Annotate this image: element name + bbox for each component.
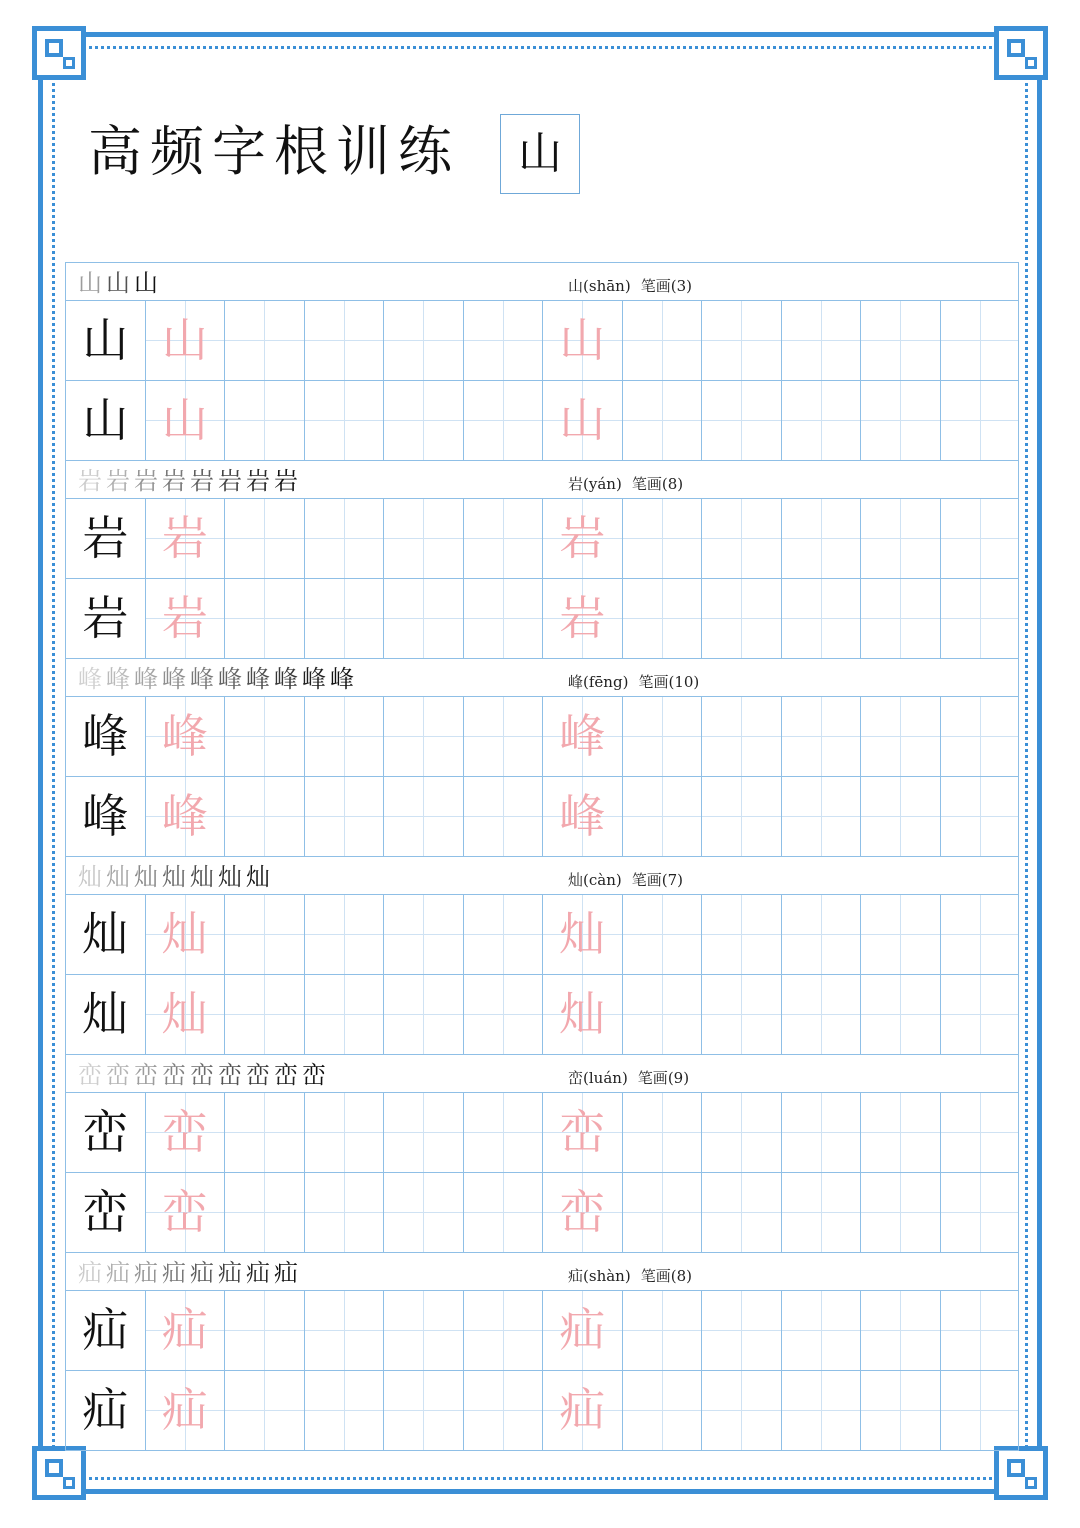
- practice-row: [65, 498, 1019, 578]
- model-character: 峰: [65, 696, 145, 776]
- tian-grid-cell: [940, 498, 1020, 578]
- trace-character: 岩: [145, 578, 225, 658]
- trace-character: 疝: [145, 1370, 225, 1450]
- pinyin: càn: [588, 871, 616, 889]
- model-character: 峦: [65, 1092, 145, 1172]
- corner-ornament-bottom-left: [32, 1446, 86, 1500]
- strokes-label: 笔画: [638, 673, 669, 691]
- tian-grid-cell: [622, 894, 702, 974]
- trace-character: 峦: [542, 1172, 622, 1252]
- practice-grid: [65, 262, 1019, 1451]
- tian-grid-cell: [860, 300, 940, 380]
- practice-row: [65, 1172, 1019, 1252]
- model-character: 疝: [65, 1290, 145, 1370]
- tian-grid-cell: [304, 578, 384, 658]
- trace-character: 峰: [145, 776, 225, 856]
- stroke-step: 疝: [78, 1259, 104, 1287]
- pinyin: shān: [588, 277, 625, 295]
- tian-grid-cell: [860, 1172, 940, 1252]
- strokes-label: 笔画: [640, 1267, 671, 1285]
- stroke-step: 岩: [106, 467, 132, 495]
- tian-grid-cell: [860, 776, 940, 856]
- stroke-count: 8: [667, 475, 678, 493]
- trace-character: 岩: [542, 498, 622, 578]
- tian-grid-cell: [304, 696, 384, 776]
- tian-grid-cell: [463, 380, 543, 460]
- tian-grid-cell: [860, 974, 940, 1054]
- tian-grid-cell: [860, 1092, 940, 1172]
- stroke-order-sequence: [78, 461, 548, 499]
- practice-row: [65, 578, 1019, 658]
- tian-grid-cell: [622, 380, 702, 460]
- stroke-order-sequence: [78, 1253, 548, 1291]
- tian-grid-cell: [940, 1092, 1020, 1172]
- stroke-count: 7: [667, 871, 678, 889]
- tian-grid-cell: [463, 1370, 543, 1450]
- model-character: 山: [65, 300, 145, 380]
- practice-row: [65, 380, 1019, 460]
- tian-grid-cell: [463, 578, 543, 658]
- tian-grid-cell: [304, 894, 384, 974]
- tian-grid-cell: [224, 300, 304, 380]
- tian-grid-cell: [701, 696, 781, 776]
- pinyin: luán: [588, 1069, 622, 1087]
- tian-grid-cell: [781, 380, 861, 460]
- tian-grid-cell: [304, 1092, 384, 1172]
- character-section: [65, 856, 1019, 1054]
- stroke-count: 10: [674, 673, 694, 691]
- character-section: [65, 1054, 1019, 1252]
- tian-grid-cell: [781, 776, 861, 856]
- tian-grid-cell: [701, 380, 781, 460]
- tian-grid-cell: [940, 894, 1020, 974]
- tian-grid-cell: [940, 300, 1020, 380]
- model-character: 灿: [65, 894, 145, 974]
- pinyin: fēng: [588, 673, 623, 691]
- model-character: 山: [65, 380, 145, 460]
- tian-grid-cell: [860, 696, 940, 776]
- tian-grid-cell: [622, 1092, 702, 1172]
- tian-grid-cell: [224, 1092, 304, 1172]
- info-row: [65, 262, 1019, 300]
- tian-grid-cell: [224, 578, 304, 658]
- trace-character: 峰: [145, 696, 225, 776]
- stroke-order-sequence: [78, 659, 548, 697]
- trace-character: 峦: [145, 1172, 225, 1252]
- pinyin: shàn: [588, 1267, 625, 1285]
- model-character: 峰: [65, 776, 145, 856]
- stroke-step: 峰: [78, 665, 104, 693]
- tian-grid-cell: [940, 578, 1020, 658]
- stroke-step: 岩: [218, 467, 244, 495]
- stroke-step: 峦: [106, 1061, 132, 1089]
- stroke-order-sequence: [78, 857, 548, 895]
- stroke-count: 9: [673, 1069, 684, 1087]
- tian-grid-cell: [701, 578, 781, 658]
- tian-grid-cell: [463, 894, 543, 974]
- stroke-order-sequence: [78, 1055, 548, 1093]
- stroke-step: 灿: [246, 863, 272, 891]
- tian-grid-cell: [701, 894, 781, 974]
- trace-character: 疝: [145, 1290, 225, 1370]
- trace-character: 峰: [542, 696, 622, 776]
- trace-character: 灿: [542, 974, 622, 1054]
- stroke-step: 疝: [246, 1259, 272, 1287]
- tian-grid-cell: [304, 776, 384, 856]
- trace-character: 灿: [542, 894, 622, 974]
- stroke-step: 疝: [134, 1259, 160, 1287]
- trace-character: 峦: [145, 1092, 225, 1172]
- tian-grid-cell: [304, 1290, 384, 1370]
- stroke-order-sequence: [78, 263, 548, 301]
- trace-character: 山: [542, 300, 622, 380]
- model-character: 岩: [65, 578, 145, 658]
- tian-grid-cell: [383, 776, 463, 856]
- stroke-step: 疝: [106, 1259, 132, 1287]
- grid-bottom-line: [65, 1450, 1019, 1451]
- tian-grid-cell: [781, 300, 861, 380]
- stroke-step: 灿: [134, 863, 160, 891]
- stroke-step: 峰: [274, 665, 300, 693]
- tian-grid-cell: [622, 776, 702, 856]
- stroke-step: 岩: [274, 467, 300, 495]
- char-info: 峰(fēng) 笔画(10): [568, 673, 700, 691]
- char-info: 灿(càn) 笔画(7): [568, 871, 684, 889]
- pinyin: yán: [588, 475, 616, 493]
- tian-grid-cell: [701, 1370, 781, 1450]
- tian-grid-cell: [383, 1290, 463, 1370]
- tian-grid-cell: [383, 578, 463, 658]
- stroke-step: 疝: [190, 1259, 216, 1287]
- stroke-step: 峦: [162, 1061, 188, 1089]
- tian-grid-cell: [622, 696, 702, 776]
- tian-grid-cell: [463, 696, 543, 776]
- tian-grid-cell: [383, 1092, 463, 1172]
- tian-grid-cell: [383, 894, 463, 974]
- character-section: [65, 658, 1019, 856]
- stroke-count: 3: [676, 277, 687, 295]
- strokes-label: 笔画: [631, 475, 662, 493]
- tian-grid-cell: [224, 380, 304, 460]
- stroke-step: 山: [106, 269, 132, 297]
- trace-character: 疝: [542, 1370, 622, 1450]
- stroke-step: 峰: [106, 665, 132, 693]
- character-section: [65, 460, 1019, 658]
- info-char: 山: [568, 277, 584, 295]
- trace-character: 山: [145, 380, 225, 460]
- tian-grid-cell: [860, 578, 940, 658]
- page-title: 高频字根训练: [88, 120, 460, 183]
- info-row: [65, 658, 1019, 696]
- tian-grid-cell: [224, 1172, 304, 1252]
- tian-grid-cell: [860, 894, 940, 974]
- tian-grid-cell: [224, 894, 304, 974]
- trace-character: 岩: [145, 498, 225, 578]
- trace-character: 峰: [542, 776, 622, 856]
- stroke-step: 峦: [246, 1061, 272, 1089]
- char-info: 山(shān) 笔画(3): [568, 277, 692, 295]
- character-section: [65, 262, 1019, 460]
- tian-grid-cell: [701, 300, 781, 380]
- stroke-step: 峦: [274, 1061, 300, 1089]
- stroke-step: 灿: [218, 863, 244, 891]
- stroke-step: 峰: [190, 665, 216, 693]
- info-row: [65, 1252, 1019, 1290]
- info-char: 峦: [568, 1069, 584, 1087]
- tian-grid-cell: [701, 498, 781, 578]
- tian-grid-cell: [622, 1370, 702, 1450]
- tian-grid-cell: [622, 300, 702, 380]
- stroke-step: 峦: [302, 1061, 328, 1089]
- tian-grid-cell: [463, 1092, 543, 1172]
- tian-grid-cell: [622, 974, 702, 1054]
- info-char: 灿: [568, 871, 584, 889]
- model-character: 岩: [65, 498, 145, 578]
- tian-grid-cell: [940, 696, 1020, 776]
- trace-character: 山: [145, 300, 225, 380]
- stroke-step: 岩: [190, 467, 216, 495]
- tian-grid-cell: [781, 894, 861, 974]
- tian-grid-cell: [304, 300, 384, 380]
- tian-grid-cell: [383, 1370, 463, 1450]
- tian-grid-cell: [622, 1172, 702, 1252]
- model-character: 灿: [65, 974, 145, 1054]
- strokes-label: 笔画: [640, 277, 671, 295]
- char-info: 疝(shàn) 笔画(8): [568, 1267, 692, 1285]
- trace-character: 灿: [145, 894, 225, 974]
- tian-grid-cell: [463, 776, 543, 856]
- corner-ornament-top-left: [32, 26, 86, 80]
- tian-grid-cell: [781, 696, 861, 776]
- info-row: [65, 1054, 1019, 1092]
- char-info: 峦(luán) 笔画(9): [568, 1069, 690, 1087]
- tian-grid-cell: [463, 1172, 543, 1252]
- corner-ornament-bottom-right: [994, 1446, 1048, 1500]
- tian-grid-cell: [940, 380, 1020, 460]
- model-character: 峦: [65, 1172, 145, 1252]
- info-char: 疝: [568, 1267, 584, 1285]
- tian-grid-cell: [701, 1092, 781, 1172]
- info-row: [65, 460, 1019, 498]
- tian-grid-cell: [383, 300, 463, 380]
- tian-grid-cell: [463, 1290, 543, 1370]
- character-section: [65, 1252, 1019, 1450]
- tian-grid-cell: [701, 974, 781, 1054]
- stroke-step: 灿: [106, 863, 132, 891]
- stroke-step: 灿: [190, 863, 216, 891]
- tian-grid-cell: [781, 1172, 861, 1252]
- tian-grid-cell: [860, 498, 940, 578]
- stroke-step: 峰: [246, 665, 272, 693]
- tian-grid-cell: [701, 776, 781, 856]
- info-char: 岩: [568, 475, 584, 493]
- strokes-label: 笔画: [637, 1069, 668, 1087]
- tian-grid-cell: [781, 1092, 861, 1172]
- radical-box: 山: [500, 114, 580, 194]
- tian-grid-cell: [622, 498, 702, 578]
- tian-grid-cell: [224, 974, 304, 1054]
- tian-grid-cell: [304, 1172, 384, 1252]
- tian-grid-cell: [781, 578, 861, 658]
- corner-ornament-top-right: [994, 26, 1048, 80]
- stroke-step: 山: [78, 269, 104, 297]
- model-character: 疝: [65, 1370, 145, 1450]
- trace-character: 灿: [145, 974, 225, 1054]
- tian-grid-cell: [622, 1290, 702, 1370]
- stroke-step: 疝: [274, 1259, 300, 1287]
- stroke-step: 山: [134, 269, 160, 297]
- trace-character: 疝: [542, 1290, 622, 1370]
- trace-character: 山: [542, 380, 622, 460]
- stroke-count: 8: [676, 1267, 687, 1285]
- stroke-step: 峰: [302, 665, 328, 693]
- practice-row: [65, 300, 1019, 380]
- tian-grid-cell: [304, 498, 384, 578]
- tian-grid-cell: [304, 974, 384, 1054]
- tian-grid-cell: [781, 974, 861, 1054]
- practice-row: [65, 696, 1019, 776]
- info-row: [65, 856, 1019, 894]
- tian-grid-cell: [860, 1370, 940, 1450]
- stroke-step: 峰: [218, 665, 244, 693]
- tian-grid-cell: [383, 974, 463, 1054]
- practice-row: [65, 1290, 1019, 1370]
- tian-grid-cell: [940, 1370, 1020, 1450]
- tian-grid-cell: [224, 498, 304, 578]
- trace-character: 岩: [542, 578, 622, 658]
- stroke-step: 岩: [134, 467, 160, 495]
- stroke-step: 疝: [218, 1259, 244, 1287]
- tian-grid-cell: [622, 578, 702, 658]
- tian-grid-cell: [383, 498, 463, 578]
- tian-grid-cell: [940, 1172, 1020, 1252]
- tian-grid-cell: [224, 776, 304, 856]
- stroke-step: 峦: [78, 1061, 104, 1089]
- stroke-step: 峰: [162, 665, 188, 693]
- stroke-step: 灿: [78, 863, 104, 891]
- practice-row: [65, 974, 1019, 1054]
- tian-grid-cell: [860, 1290, 940, 1370]
- practice-row: [65, 1092, 1019, 1172]
- info-char: 峰: [568, 673, 584, 691]
- tian-grid-cell: [940, 1290, 1020, 1370]
- strokes-label: 笔画: [631, 871, 662, 889]
- stroke-step: 灿: [162, 863, 188, 891]
- tian-grid-cell: [383, 380, 463, 460]
- stroke-step: 岩: [162, 467, 188, 495]
- stroke-step: 岩: [78, 467, 104, 495]
- stroke-step: 峰: [134, 665, 160, 693]
- tian-grid-cell: [383, 1172, 463, 1252]
- tian-grid-cell: [304, 380, 384, 460]
- tian-grid-cell: [463, 300, 543, 380]
- tian-grid-cell: [224, 1290, 304, 1370]
- tian-grid-cell: [701, 1172, 781, 1252]
- trace-character: 峦: [542, 1092, 622, 1172]
- practice-row: [65, 776, 1019, 856]
- tian-grid-cell: [781, 1290, 861, 1370]
- tian-grid-cell: [224, 696, 304, 776]
- stroke-step: 岩: [246, 467, 272, 495]
- stroke-step: 峦: [134, 1061, 160, 1089]
- tian-grid-cell: [940, 776, 1020, 856]
- char-info: 岩(yán) 笔画(8): [568, 475, 684, 493]
- stroke-step: 峰: [330, 665, 356, 693]
- tian-grid-cell: [781, 1370, 861, 1450]
- tian-grid-cell: [383, 696, 463, 776]
- tian-grid-cell: [304, 1370, 384, 1450]
- tian-grid-cell: [781, 498, 861, 578]
- tian-grid-cell: [701, 1290, 781, 1370]
- tian-grid-cell: [463, 974, 543, 1054]
- stroke-step: 疝: [162, 1259, 188, 1287]
- practice-row: [65, 894, 1019, 974]
- tian-grid-cell: [463, 498, 543, 578]
- stroke-step: 峦: [218, 1061, 244, 1089]
- tian-grid-cell: [224, 1370, 304, 1450]
- stroke-step: 峦: [190, 1061, 216, 1089]
- tian-grid-cell: [940, 974, 1020, 1054]
- practice-row: [65, 1370, 1019, 1450]
- tian-grid-cell: [860, 380, 940, 460]
